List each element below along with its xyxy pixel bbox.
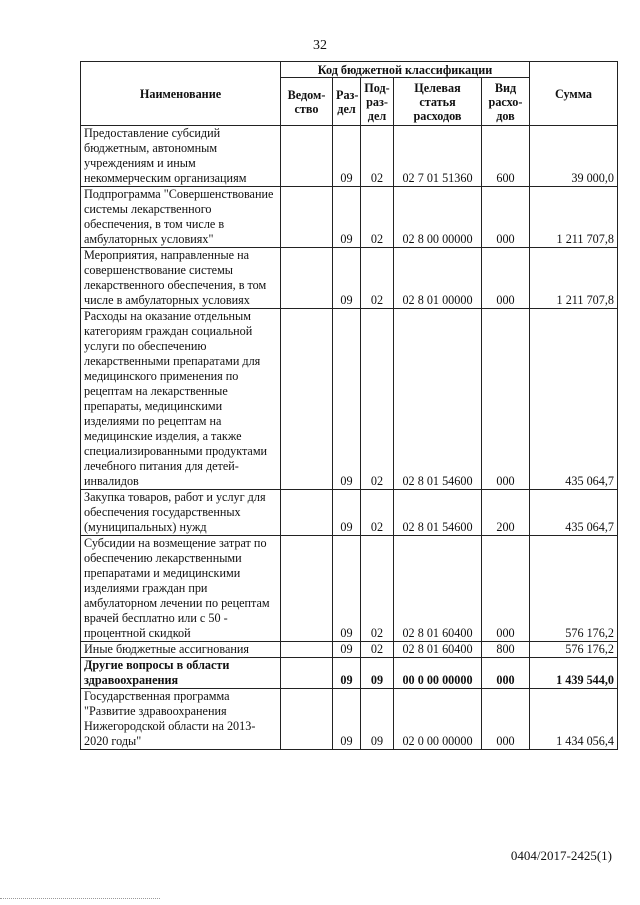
- row-celevaya: 02 0 00 00000: [394, 689, 482, 750]
- table-row: [81, 658, 618, 689]
- header-podrazdel: Под- раз- дел: [361, 78, 394, 126]
- row-summa: 435 064,7: [530, 490, 618, 536]
- row-vedomstvo: [281, 126, 333, 187]
- row-celevaya: 00 0 00 00000: [394, 658, 482, 689]
- row-name: Субсидии на возмещение затрат по обеспечению лекарственными препаратами и медицинскими изделиями граждан при амбулаторном лечении по рецептам врачей бесплатно или с 50 - процентной скидкой: [81, 536, 281, 642]
- row-vid: 000: [482, 689, 530, 750]
- table-row: [81, 490, 618, 536]
- row-vid: 000: [482, 658, 530, 689]
- table-row: [81, 642, 618, 658]
- row-name: Расходы на оказание отдельным категориям граждан социальной услуги по обеспечению лекарственными препаратами для медицинского применения по рецептам на лекарственные препараты, медицинскими изделиями по рецептам на медицинские изделия, а также специализированными продуктами лечебного питания для детей-инвалидов: [81, 309, 281, 490]
- row-vedomstvo: [281, 689, 333, 750]
- row-celevaya: 02 8 00 00000: [394, 187, 482, 248]
- row-vid: 200: [482, 490, 530, 536]
- row-vid: 800: [482, 642, 530, 658]
- footer-dotted-mark: [0, 898, 160, 901]
- row-podrazdel: 02: [361, 126, 394, 187]
- row-celevaya: 02 8 01 60400: [394, 642, 482, 658]
- row-celevaya: 02 8 01 54600: [394, 490, 482, 536]
- row-summa: 1 211 707,8: [530, 248, 618, 309]
- row-podrazdel: 02: [361, 642, 394, 658]
- row-razdel: 09: [333, 642, 361, 658]
- row-name: Закупка товаров, работ и услуг для обеспечения государственных (муниципальных) нужд: [81, 490, 281, 536]
- row-celevaya: 02 8 01 54600: [394, 309, 482, 490]
- row-vedomstvo: [281, 187, 333, 248]
- header-name: Наименование: [81, 62, 281, 126]
- row-vid: 000: [482, 309, 530, 490]
- page-number: 32: [313, 38, 327, 53]
- row-vid: 600: [482, 126, 530, 187]
- row-celevaya: 02 8 01 60400: [394, 536, 482, 642]
- row-vid: 000: [482, 248, 530, 309]
- row-summa: 1 211 707,8: [530, 187, 618, 248]
- row-name: Подпрограмма "Совершенствование системы лекарственного обеспечения, в том числе в амбулаторных условиях": [81, 187, 281, 248]
- row-vid: 000: [482, 536, 530, 642]
- row-vedomstvo: [281, 658, 333, 689]
- header-vid: Вид расхо- дов: [482, 78, 530, 126]
- row-summa: 1 439 544,0: [530, 658, 618, 689]
- table-row: [81, 309, 618, 490]
- header-celevaya: Целевая статья расходов: [394, 78, 482, 126]
- row-vedomstvo: [281, 642, 333, 658]
- table-row: [81, 126, 618, 187]
- row-razdel: 09: [333, 490, 361, 536]
- row-podrazdel: 09: [361, 689, 394, 750]
- header-razdel: Раз- дел: [333, 78, 361, 126]
- row-razdel: 09: [333, 187, 361, 248]
- header-classification-group: Код бюджетной классификации: [281, 62, 530, 78]
- row-podrazdel: 02: [361, 248, 394, 309]
- row-name: Предоставление субсидий бюджетным, автономным учреждениям и иным некоммерческим организациям: [81, 126, 281, 187]
- row-podrazdel: 02: [361, 187, 394, 248]
- row-celevaya: 02 7 01 51360: [394, 126, 482, 187]
- row-podrazdel: 02: [361, 490, 394, 536]
- row-name: Другие вопросы в области здравоохранения: [81, 658, 281, 689]
- row-razdel: 09: [333, 126, 361, 187]
- table-row: [81, 689, 618, 750]
- header-vedomstvo: Ведом- ство: [281, 78, 333, 126]
- row-razdel: 09: [333, 536, 361, 642]
- row-name: Мероприятия, направленные на совершенствование системы лекарственного обеспечения, в том числе в амбулаторных условиях: [81, 248, 281, 309]
- row-vedomstvo: [281, 536, 333, 642]
- budget-table: [80, 61, 618, 750]
- row-razdel: 09: [333, 658, 361, 689]
- table-row: [81, 536, 618, 642]
- row-celevaya: 02 8 01 00000: [394, 248, 482, 309]
- row-razdel: 09: [333, 248, 361, 309]
- row-summa: 435 064,7: [530, 309, 618, 490]
- row-summa: 576 176,2: [530, 642, 618, 658]
- row-name: Иные бюджетные ассигнования: [81, 642, 281, 658]
- row-summa: 1 434 056,4: [530, 689, 618, 750]
- row-podrazdel: 02: [361, 536, 394, 642]
- row-name: Государственная программа "Развитие здравоохранения Нижегородской области на 2013-2020 годы": [81, 689, 281, 750]
- row-vid: 000: [482, 187, 530, 248]
- header-summa: Сумма: [530, 62, 618, 126]
- row-razdel: 09: [333, 689, 361, 750]
- row-vedomstvo: [281, 248, 333, 309]
- row-vedomstvo: [281, 309, 333, 490]
- document-code: 0404/2017-2425(1): [510, 848, 612, 863]
- row-summa: 39 000,0: [530, 126, 618, 187]
- row-summa: 576 176,2: [530, 536, 618, 642]
- table-row: [81, 248, 618, 309]
- row-razdel: 09: [333, 309, 361, 490]
- table-row: [81, 187, 618, 248]
- row-podrazdel: 02: [361, 309, 394, 490]
- row-podrazdel: 09: [361, 658, 394, 689]
- row-vedomstvo: [281, 490, 333, 536]
